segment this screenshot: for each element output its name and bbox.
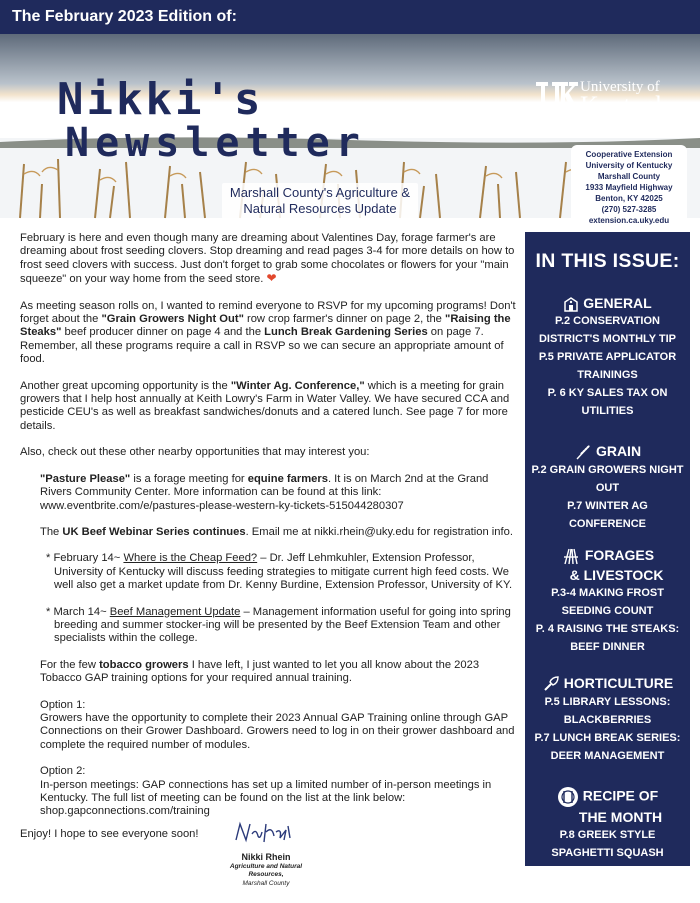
paragraph-winter-ag [20, 380, 520, 434]
closing-line: Enjoy! I hope to see everyone soon! [20, 828, 199, 840]
issue-item: P.7 WINTER AG CONFERENCE [567, 500, 648, 531]
paragraph-pasture-please [40, 473, 520, 513]
section-recipe [525, 786, 690, 862]
underlined-text: Where is the Cheap Feed? [123, 552, 258, 565]
extension-address-box [571, 145, 687, 230]
text: on page 7. Remember, all these programs require a call in RSVP so we can secure an appropriate amount of food. [20, 326, 504, 366]
issue-item: P.2 CONSERVATION DISTRICT'S MONTHLY TIP [538, 315, 677, 346]
bold-text: equine farmers [247, 472, 328, 485]
section-heading-text: HORTICULTURE [563, 675, 674, 691]
text: is a forage meeting for [130, 472, 248, 485]
address-line: University of Kentucky [585, 161, 673, 170]
option-label: Option 1: [40, 698, 86, 711]
text: For the few [40, 658, 100, 671]
text: I have left, I just wanted to let you all know about the 2023 Tobacco GAP training options for your required annual training. [40, 658, 480, 685]
paragraph-tobacco [40, 659, 520, 686]
section-heading [525, 442, 690, 461]
text: . Email me at nikki.rhein@uky.edu for registration info. [245, 525, 513, 538]
wheat-icon [574, 443, 592, 461]
text: beef producer dinner on page 4 and the [61, 326, 265, 339]
bullet-cheap-feed [46, 552, 520, 592]
issue-item: P.5 PRIVATE APPLICATOR TRAININGS [538, 351, 677, 382]
hay-icon [561, 546, 581, 566]
section-heading [525, 294, 690, 312]
header-banner [0, 34, 700, 225]
section-heading-line2: & LIVESTOCK [569, 567, 664, 584]
bold-text: UK Beef Webinar Series continues [62, 525, 246, 538]
section-heading-line2: THE MONTH [578, 809, 663, 825]
bold-text: tobacco growers [99, 658, 189, 671]
uk-logo [534, 79, 694, 139]
address-line: (270) 527-3285 [601, 205, 657, 214]
issue-item: P.2 GRAIN GROWERS NIGHT OUT [531, 464, 684, 495]
paragraph-option2 [40, 765, 520, 819]
issue-item: P.7 LUNCH BREAK SERIES: DEER MANAGEMENT [534, 732, 681, 763]
text: . It is on March 2nd at the Grand Rivers Community Center. More information can be found at this link: [40, 472, 489, 499]
address-line: Marshall County [597, 172, 661, 181]
section-horticulture [525, 674, 690, 765]
section-heading [525, 674, 690, 693]
trowel-icon [542, 675, 560, 693]
paragraph-rsvp [20, 300, 520, 367]
main-article [20, 232, 520, 832]
bold-text: "Raising the Steaks" [20, 313, 511, 339]
text: As meeting season rolls on, I wanted to remind everyone to RSVP for my upcoming programs! Don't forget about the [20, 299, 516, 326]
in-this-issue-sidebar [525, 232, 690, 866]
issue-item: P.5 LIBRARY LESSONS: BLACKBERRIES [544, 696, 671, 727]
section-heading [525, 546, 690, 566]
address-line: Cooperative Extension [585, 150, 673, 159]
paragraph-opportunities: Also, check out these other nearby opportunities that may interest you: [20, 446, 370, 459]
newsletter-subtitle: Marshall County's Agriculture & Natural Resources Update [222, 183, 418, 219]
issue-item: P.8 GREEK STYLE SPAGHETTI SQUASH [551, 829, 664, 859]
edition-bar [0, 0, 700, 34]
issue-item: P. 6 KY SALES TAX ON UTILITIES [547, 387, 668, 418]
signature-role: Agriculture and Natural Resources, [229, 863, 303, 878]
bullet-beef-management [46, 605, 520, 646]
text: In-person meetings: GAP connections has set up a limited number of in-person meetings in Kentucky. The full list of meeting can be found on the list at the link below: shop.gapconnections.com/training [40, 778, 492, 818]
plate-icon [557, 786, 579, 808]
text: Another great upcoming opportunity is the [20, 379, 231, 392]
section-heading-text: GRAIN [595, 443, 642, 459]
section-grain [525, 442, 690, 533]
uk-university-text: University of [580, 79, 660, 95]
paragraph-intro [20, 232, 520, 287]
address-line: extension.ca.uky.edu [588, 216, 670, 225]
bold-text: Lunch Break Gardening Series [264, 326, 428, 339]
uk-college-text: College of Agriculture, Food and Environment [580, 119, 684, 139]
heart-icon: ❤ [266, 271, 277, 286]
handwritten-signature [232, 818, 296, 848]
sidebar-title: IN THIS ISSUE: [535, 250, 680, 272]
section-heading-text: GENERAL [583, 295, 652, 311]
signature-name: Nikki Rhein [241, 852, 291, 862]
underlined-text: Beef Management Update [109, 605, 241, 618]
section-general [525, 294, 690, 420]
issue-item: P.3-4 MAKING FROST SEEDING COUNT [551, 587, 664, 618]
uk-kentucky-text: Kentucky [580, 91, 682, 120]
address-line: 1933 Mayfield Highway [585, 183, 673, 192]
paragraph-option1 [40, 699, 520, 753]
bold-text: "Grain Growers Night Out" [101, 313, 244, 326]
paragraph-beef-webinar [40, 526, 520, 539]
text: which is a meeting for grain growers that I help host annually at Keith Lowry's Farm in Water Valley. We have secured CCA and pesticide CEU's as well as breakfast sandwiches/donuts and a catered lunch. See page 7 for more details. [20, 379, 510, 432]
issue-item: P. 4 RAISING THE STEAKS: BEEF DINNER [535, 623, 680, 654]
text: The [40, 525, 63, 538]
text: * March 14~ [46, 605, 110, 618]
text: row crop farmer's dinner on page 2, the [243, 313, 446, 326]
bold-text: "Winter Ag. Conference," [230, 379, 365, 392]
signature-county: Marshall County [242, 880, 290, 887]
eventbrite-link[interactable]: www.eventbrite.com/e/pastures-please-western-ky-tickets-515044280307 [40, 499, 404, 512]
text: Growers have the opportunity to complete their 2023 Annual GAP Training online through GAP Connections on their Grower Dashboard. Growers need to log in on their grower dashboard and complete the required number of modules. [40, 711, 515, 751]
bold-text: "Pasture Please" [40, 472, 131, 485]
edition-label: The February 2023 Edition of: [12, 8, 237, 25]
section-heading-text: FORAGES [584, 547, 655, 563]
text: February is here and even though many are dreaming about Valentines Day, forage farmer's are dreaming about frost seeding clovers. Stop dreaming and read pages 3-4 for more details on how to frost seed clovers with success. Just don't forget to grab some chocolates or flowers for your "main squeeze" on your way home from the seed store. [20, 232, 515, 286]
address-line: Benton, KY 42025 [595, 194, 663, 203]
text: – Management information useful for going into spring breeding and summer stocker-ing will be presented by the Beef Extension Team and other specialists within the college. [54, 605, 511, 645]
text: – Dr. Jeff Lehmkuhler, Extension Professor, University of Kentucky will discuss feeding strategies to mitigate current high feed costs. We well also get a market update from Dr. Kenny Burdine, Extension Professor, University of KY. [54, 552, 513, 592]
section-forages-livestock [525, 546, 690, 656]
newsletter-title-line1: Nikki's [57, 74, 264, 125]
uk-mark-icon [534, 79, 578, 113]
text: * February 14~ [46, 552, 124, 565]
building-icon [563, 296, 579, 312]
section-heading-text: RECIPE OF [582, 787, 659, 804]
option-label: Option 2: [40, 765, 86, 778]
section-heading [525, 786, 690, 808]
newsletter-title-line2: Newsletter [65, 120, 366, 166]
